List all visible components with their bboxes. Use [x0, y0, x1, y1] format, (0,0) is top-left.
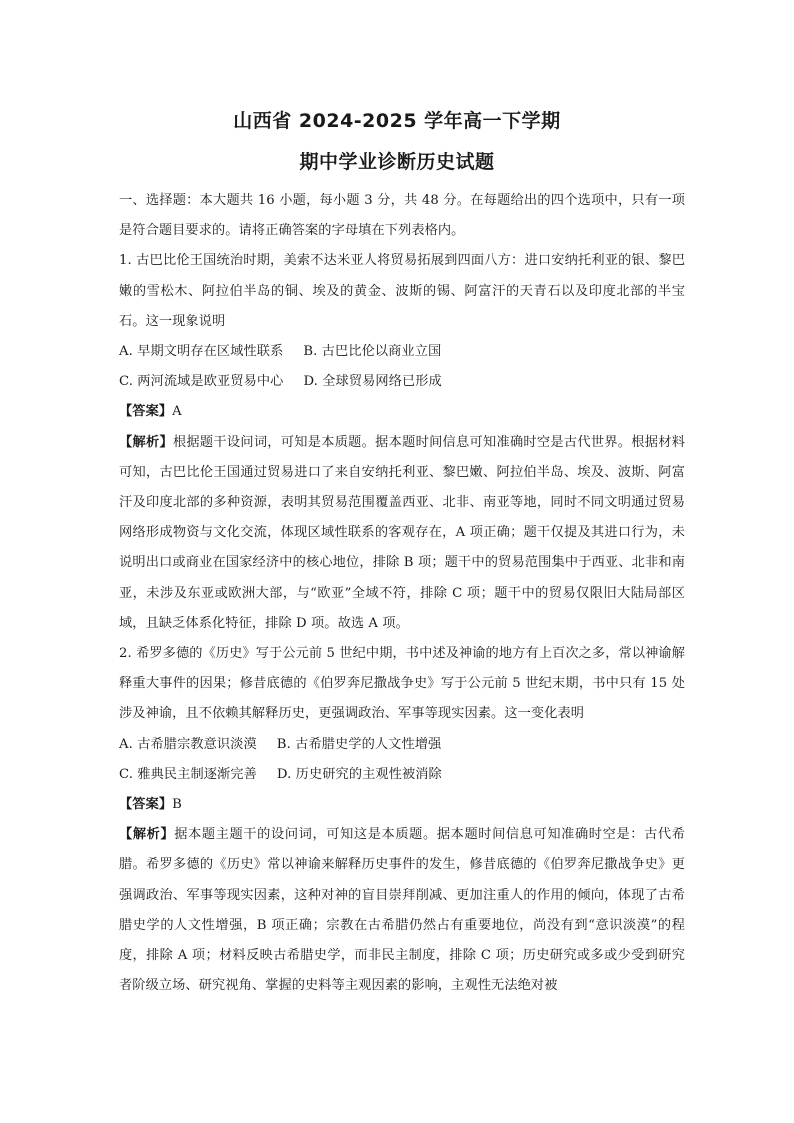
answer-label: 【答案】 [119, 797, 173, 813]
option-row [119, 730, 685, 760]
option-row [119, 760, 685, 790]
page-title: 山西省 2024-2025 学年高一下学期 [233, 110, 561, 132]
answer-line [119, 790, 685, 820]
question-stem: 2. 希罗多德的《历史》写于公元前 5 世纪中期，书中述及神谕的地方有上百次之多，常以神谕解释重大事件的因果；修昔底德的《伯罗奔尼撒战争史》写于公元前 5 世纪末期，书中只有 15 处涉及神谕，且不依赖其解释历史，更强调政治、军事等现实因素。这一变化表明 [119, 646, 685, 722]
analysis-paragraph [119, 428, 685, 639]
answer-label: 【答案】 [119, 404, 173, 420]
question-2 [119, 639, 685, 1001]
question-options [119, 730, 685, 790]
answer-value: A [172, 404, 182, 420]
analysis-label: 【解析】 [119, 434, 173, 450]
option-c: C. 两河流域是欧亚贸易中心 [119, 374, 284, 390]
question-1 [119, 246, 685, 639]
option-row [119, 367, 685, 397]
section-intro: 一、选择题：本大题共 16 小题，每小题 3 分，共 48 分。在每题给出的四个选项中，只有一项是符合题目要求的。请将正确答案的字母填在下列表格内。 [119, 193, 685, 239]
question-stem: 1. 古巴比伦王国统治时期，美索不达米亚人将贸易拓展到四面八方：进口安纳托利亚的银、黎巴嫩的雪松木、阿拉伯半岛的铜、埃及的黄金、波斯的锡、阿富汗的天青石以及印度北部的半宝石。这一现象说明 [119, 253, 685, 329]
answer-line [119, 397, 685, 427]
option-b: B. 古巴比伦以商业立国 [303, 344, 442, 360]
option-c: C. 雅典民主制逐渐完善 [119, 766, 257, 782]
question-options [119, 337, 685, 397]
page-subtitle: 期中学业诊断历史试题 [299, 151, 495, 173]
analysis-text: 根据题干设问词，可知是本质题。据本题时间信息可知准确时空是古代世界。根据材料可知，古巴比伦王国通过贸易进口了来自安纳托利亚、黎巴嫩、阿拉伯半岛、埃及、波斯、阿富汗及印度北部的多种资源，表明其贸易范围覆盖西亚、北非、南亚等地，同时不同文明通过贸易网络形成物资与文化交流，体现区域性联系的客观存在，A 项正确；题干仅提及其进口行为，未说明出口或商业在国家经济中的核心地位，排除 B 项；题干中的贸易范围集中于西亚、北非和南亚，未涉及东亚或欧洲大部，与“欧亚”全域不符，排除 C 项；题干中的贸易仅限旧大陆局部区域，且缺乏体系化特征，排除 D 项。故选 A 项。 [119, 434, 686, 631]
option-row [119, 337, 685, 367]
exam-content [119, 186, 685, 1001]
option-d: D. 全球贸易网络已形成 [303, 374, 442, 390]
option-d: D. 历史研究的主观性被消除 [276, 766, 442, 782]
option-a: A. 古希腊宗教意识淡漠 [119, 736, 257, 752]
analysis-label: 【解析】 [119, 827, 175, 843]
option-b: B. 古希腊史学的人文性增强 [276, 736, 442, 752]
analysis-paragraph [119, 820, 685, 1001]
option-a: A. 早期文明存在区域性联系 [119, 344, 284, 360]
analysis-text: 据本题主题干的设问词，可知这是本质题。据本题时间信息可知准确时空是：古代希腊。希罗多德的《历史》常以神谕来解释历史事件的发生，修昔底德的《伯罗奔尼撒战争史》更强调政治、军事等现实因素，这种对神的盲目崇拜削减、更加注重人的作用的倾向，体现了古希腊史学的人文性增强，B 项正确；宗教在古希腊仍然占有重要地位，尚没有到“意识淡漠”的程度，排除 A 项；材料反映古希腊史学，而非民主制度，排除 C 项；历史研究或多或少受到研究者阶级立场、研究视角、掌握的史料等主观因素的影响，主观性无法绝对被 [119, 827, 685, 994]
answer-value: B [172, 797, 182, 813]
